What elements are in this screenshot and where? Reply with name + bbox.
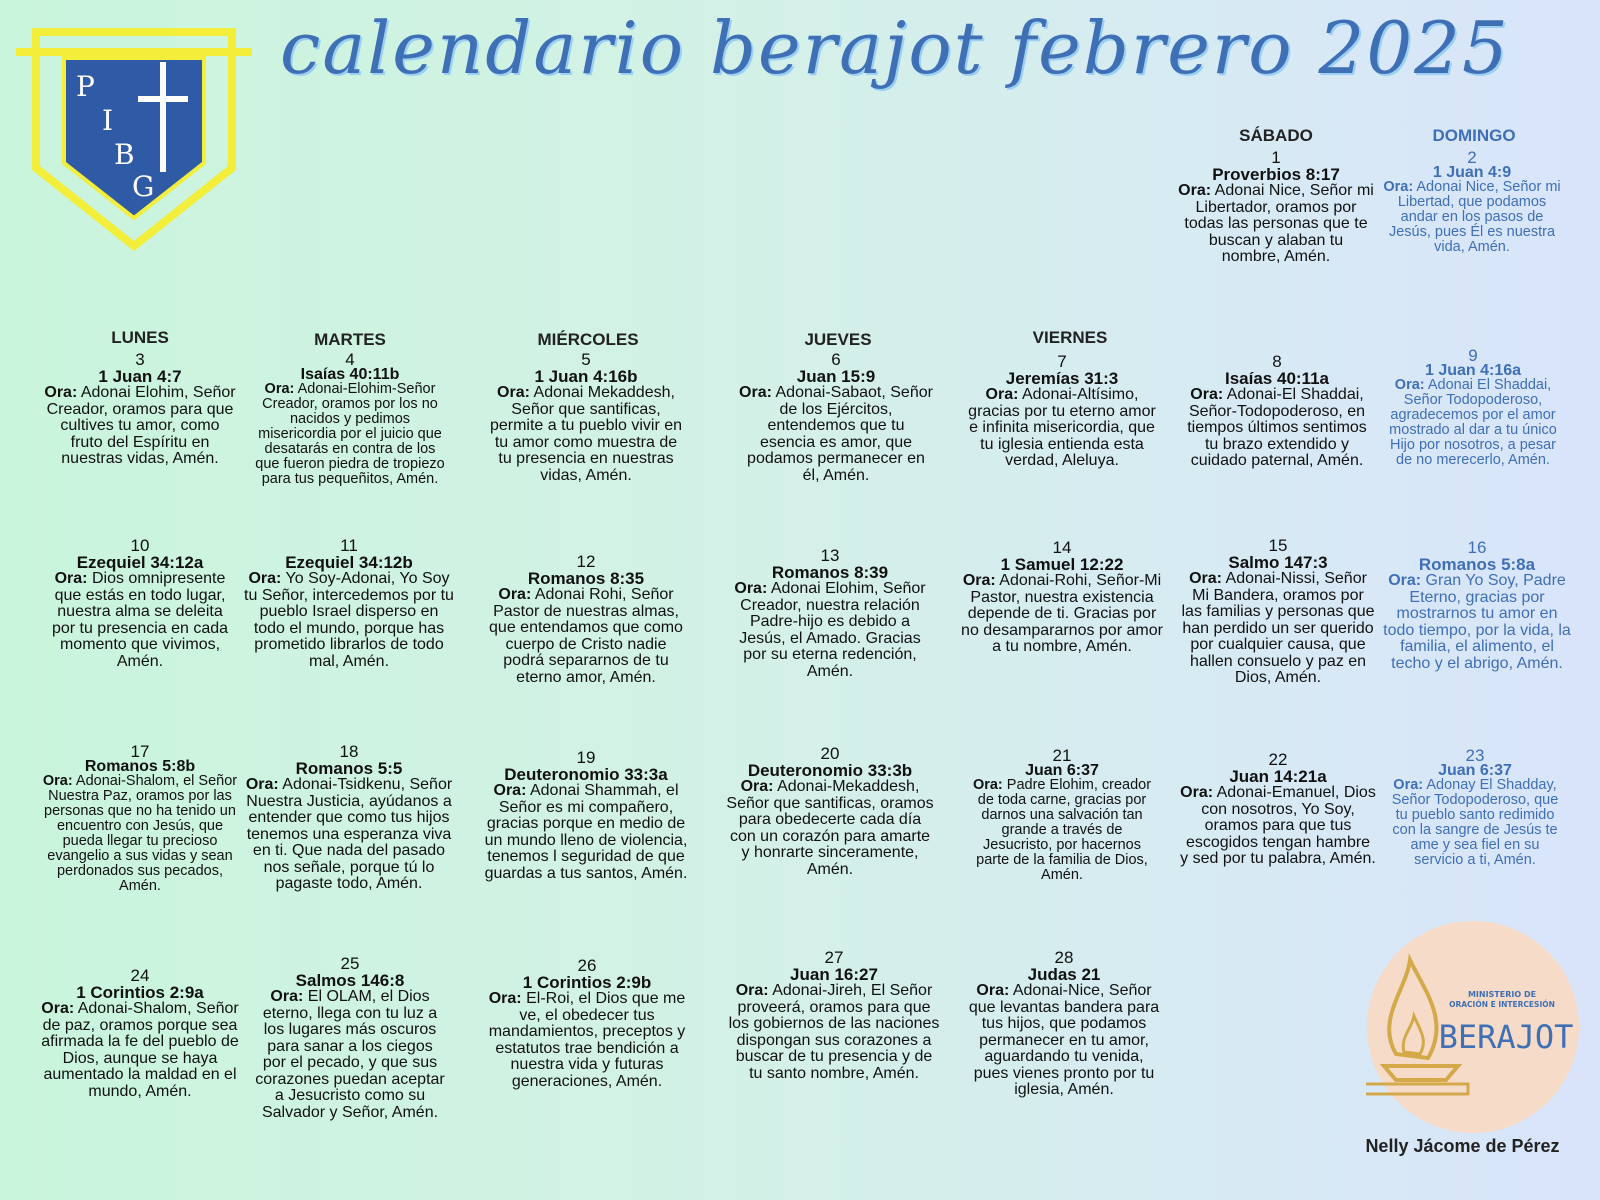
- weekday-martes: MARTES: [314, 330, 386, 349]
- day-cell-24: 24 1 Corintios 2:9a Ora: Adonai-Shalom, Señor de paz, oramos porque sea afirmada la fe del pueblo de Dios, aunque se haya aumentado la maldad en el mundo, Amén.: [41, 966, 239, 1100]
- weekday-sabado: SÁBADO: [1239, 126, 1313, 145]
- day-cell-2: 2 1 Juan 4:9 Ora: Adonai Nice, Señor mi Libertad, que podamos andar en los pasos de Jesús, pues Él es nuestra vida, Amén.: [1383, 148, 1561, 255]
- day-cell-1: 1 Proverbios 8:17 Ora: Adonai Nice, Señor mi Libertador, oramos por todas las personas que te buscan y alaban tu nombre, Amén.: [1178, 148, 1374, 265]
- cross-icon: [160, 62, 166, 172]
- day-cell-3: 3 1 Juan 4:7 Ora: Adonai Elohim, Señor Creador, oramos para que cultives tu amor, como fruto del Espíritu en nuestras vidas, Amén.: [44, 350, 236, 467]
- author-credit: Nelly Jácome de Pérez: [1365, 1136, 1560, 1156]
- day-cell-6: 6 Juan 15:9 Ora: Adonai-Sabaot, Señor de los Ejércitos, entendemos que tu esencia es amor, que podamos permanecer en él, Amén.: [739, 350, 933, 484]
- church-crest-logo: [14, 18, 254, 258]
- day-cell-14: 14 1 Samuel 12:22 Ora: Adonai-Rohi, Señor-Mi Pastor, nuestra existencia depende de ti. Gracias por no desampararnos por amor a tu nombre, Amén.: [961, 538, 1163, 655]
- day-cell-9: 9 1 Juan 4:16a Ora: Adonai El Shaddai, Señor Todopoderoso, agradecemos por el amor mostrado al dar a tu único Hijo por nosotros, a pesar de no merecerlo, Amén.: [1389, 346, 1557, 468]
- logo-name: BERAJOT: [1438, 1018, 1574, 1056]
- weekday-viernes: VIERNES: [1032, 328, 1108, 347]
- day-cell-12: 12 Romanos 8:35 Ora: Adonai Rohi, Señor Pastor de nuestras almas, que entendamos que como cuerpo de Cristo nadie podrá separarnos de tu eterno amor, Amén.: [489, 552, 683, 686]
- day-cell-23: 23 Juan 6:37 Ora: Adonay El Shadday, Señor Todopoderoso, que tu pueblo santo redimido con la sangre de Jesús te ame y sea fiel en su servicio a ti, Amén.: [1391, 746, 1559, 868]
- crest-letter-i: I: [102, 104, 114, 137]
- day-cell-8: 8 Isaías 40:11a Ora: Adonai-El Shaddai, Señor-Todopoderoso, en tiempos últimos sentimos tu brazo extendido y cuidado paternal, Amén.: [1187, 352, 1367, 469]
- day-cell-11: 11 Ezequiel 34:12b Ora: Yo Soy-Adonai, Yo Soy tu Señor, intercedemos por tu pueblo Israel disperso en todo el mundo, porque has prometido librarlos de todo mal, Amén.: [244, 536, 454, 670]
- day-cell-18: 18 Romanos 5:5 Ora: Adonai-Tsidkenu, Señor Nuestra Justicia, ayúdanos a entender que como tus hijos tenemos una esperanza viva en ti. Que nada del pasado nos señale, porque tú lo pagaste todo, Amén.: [245, 742, 453, 892]
- calendar-title: calendario berajot febrero 2025: [280, 6, 1510, 90]
- day-cell-22: 22 Juan 14:21a Ora: Adonai-Emanuel, Dios con nosotros, Yo Soy, oramos para que tus escogidos tengan hambre y sed por tu palabra, Amén.: [1180, 750, 1376, 867]
- day-cell-28: 28 Judas 21 Ora: Adonai-Nice, Señor que levantas bandera para tus hijos, que podamos permanecer en tu amor, aguardando tu venida, pues vienes pronto por tu iglesia, Amén.: [968, 948, 1160, 1098]
- day-cell-10: 10 Ezequiel 34:12a Ora: Dios omnipresente que estás en todo lugar, nuestra alma se deleita por tu presencia en cada momento que vivimos, Amén.: [51, 536, 229, 670]
- day-cell-16: 16 Romanos 5:8a Ora: Gran Yo Soy, Padre Eterno, gracias por mostrarnos tu amor en todo tiempo, por la vida, la familia, el alimento, el techo y el abrigo, Amén.: [1383, 538, 1571, 672]
- day-cell-15: 15 Salmo 147:3 Ora: Adonai-Nissi, Señor Mi Bandera, oramos por las familias y personas que han perdido un ser querido por cualquier causa, que hallen consuelo y paz en Dios, Amén.: [1181, 536, 1375, 686]
- day-cell-19: 19 Deuteronomio 33:3a Ora: Adonai Shammah, el Señor es mi compañero, gracias porque en medio de un mundo lleno de violencia, tenemos l seguridad de que guardas a tus santos, Amén.: [484, 748, 688, 882]
- berajot-ministry-logo: [1366, 920, 1580, 1134]
- day-cell-25: 25 Salmos 146:8 Ora: El OLAM, el Dios eterno, llega con tu luz a los lugares más oscuros para sanar a los ciegos por el pecado, y que sus corazones puedan aceptar a Jesucristo como su Salvador y Señor, Amén.: [255, 954, 445, 1121]
- weekday-jueves: JUEVES: [804, 330, 872, 349]
- day-cell-4: 4 Isaías 40:11b Ora: Adonai-Elohim-Señor Creador, oramos por los no nacidos y pedimos misericordia por el juicio que desatarás en contra de los que fueron piedra de tropiezo para tus pequeñitos, Amén.: [255, 350, 445, 487]
- day-cell-17: 17 Romanos 5:8b Ora: Adonai-Shalom, el Señor Nuestra Paz, oramos por las personas que no ha tenido un encuentro con Jesús, que pueda llegar tu precioso evangelio a sus vidas y sean perdonados sus pecados, Amén.: [42, 742, 238, 894]
- crest-letter-g: G: [132, 170, 155, 203]
- day-cell-7: 7 Jeremías 31:3 Ora: Adonai-Altísimo, gracias por tu eterno amor e infinita misericordia, que tu iglesia entienda esta verdad, Aleluya.: [968, 352, 1156, 469]
- weekday-lunes: LUNES: [111, 328, 169, 347]
- crest-letter-p: P: [76, 70, 95, 103]
- day-cell-20: 20 Deuteronomio 33:3b Ora: Adonai-Mekaddesh, Señor que santificas, oramos para obedecerte cada día con un corazón para amarte y honrarte sinceramente, Amén.: [726, 744, 934, 878]
- logo-line2: ORACIÓN E INTERCESIÓN: [1449, 1000, 1555, 1009]
- crest-banner-bar: [16, 48, 252, 56]
- logo-line1: MINISTERIO DE: [1467, 990, 1537, 999]
- day-cell-5: 5 1 Juan 4:16b Ora: Adonai Mekaddesh, Señor que santificas, permite a tu pueblo vivir en tu amor como muestra de tu presencia en nuestras vidas, Amén.: [489, 350, 683, 484]
- crest-letter-b: B: [114, 138, 135, 171]
- day-cell-21: 21 Juan 6:37 Ora: Padre Elohim, creador de toda carne, gracias por darnos una salvación tan grande a través de Jesucristo, por hacernos parte de la familia de Dios, Amén.: [972, 746, 1152, 883]
- day-cell-13: 13 Romanos 8:39 Ora: Adonai Elohim, Señor Creador, nuestra relación Padre-hijo es debido a Jesús, el Amado. Gracias por su eterna redención, Amén.: [734, 546, 926, 680]
- day-cell-27: 27 Juan 16:27 Ora: Adonai-Jireh, El Señor proveerá, oramos para que los gobiernos de las naciones dispongan sus corazones a buscar de tu presencia y de tu santo nombre, Amén.: [728, 948, 940, 1082]
- weekday-domingo: DOMINGO: [1432, 126, 1516, 145]
- weekday-miercoles: MIÉRCOLES: [537, 330, 639, 349]
- day-cell-26: 26 1 Corintios 2:9b Ora: El-Roi, el Dios que me ve, el obedecer tus mandamientos, preceptos y estatutos trae bendición a nuestra vida y futuras generaciones, Amén.: [488, 956, 686, 1090]
